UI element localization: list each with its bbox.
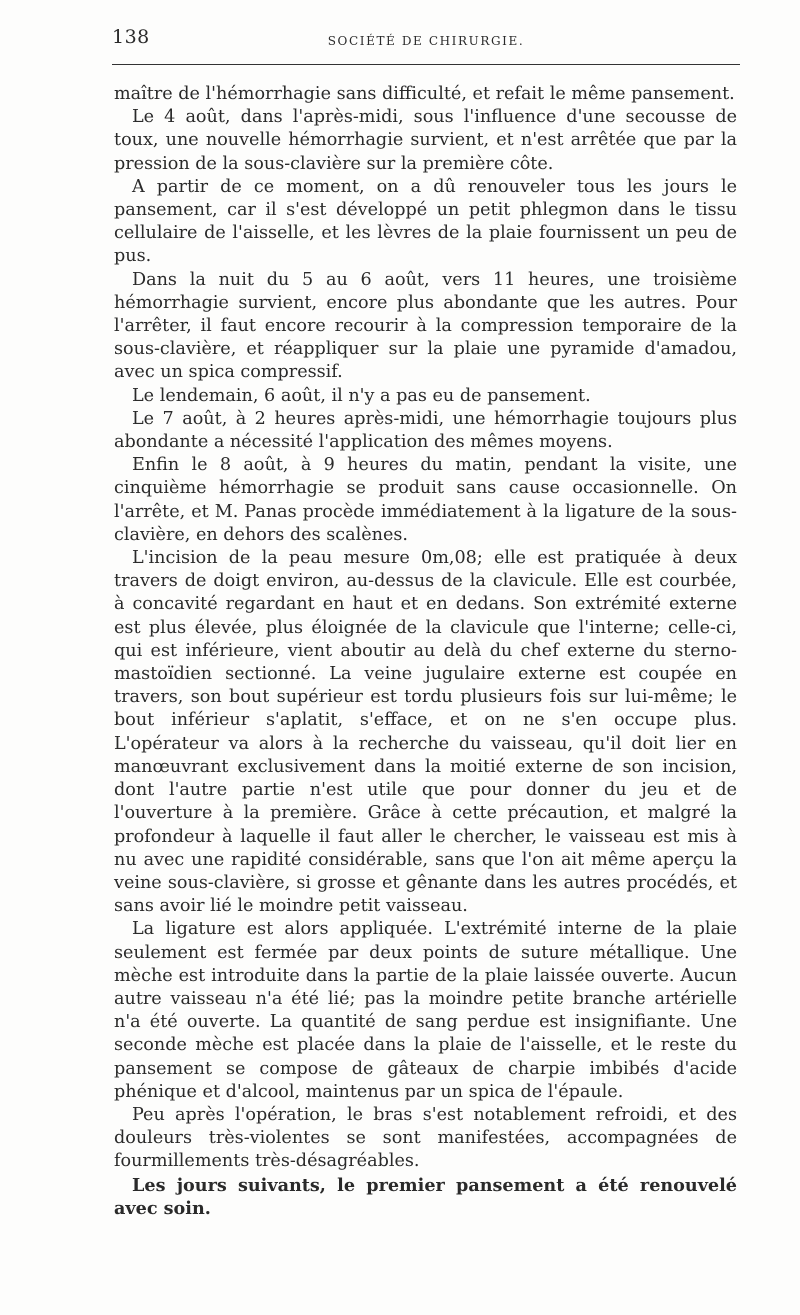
paragraph-following-days: Les jours suivants, le premier pansement a été renouvelé avec soin. xyxy=(114,1174,737,1219)
body-text xyxy=(114,83,737,1220)
page-header xyxy=(112,26,740,56)
header-rule xyxy=(112,64,740,65)
paragraph-august-5-6: Dans la nuit du 5 au 6 août, vers 11 heures, une troisième hémorrhagie survient, encore plus abondante que les autres. Pour l'arrêter, il faut encore recourir à la compression temporaire de la sous-clavière, et réappliquer sur la plaie une pyramide d'amadou, avec un spica compressif. xyxy=(114,269,737,383)
running-head: SOCIÉTÉ DE CHIRURGIE. xyxy=(327,34,525,48)
page-number: 138 xyxy=(112,26,150,48)
paragraph-continuation: maître de l'hémorrhagie sans difficulté, et refait le même pansement. xyxy=(114,84,735,104)
paragraph-dressing: A partir de ce moment, on a dû renouveler tous les jours le pansement, car il s'est développé un petit phlegmon dans le tissu cellulaire de l'aisselle, et les lèvres de la plaie fournissent un peu de pus. xyxy=(114,176,737,267)
paragraph-august-4: Le 4 août, dans l'après-midi, sous l'influence d'une secousse de toux, une nouvelle hémorrhagie survient, et n'est arrêtée que par la pression de la sous-clavière sur la première côte. xyxy=(114,107,737,174)
paragraph-august-7: Le 7 août, à 2 heures après-midi, une hémorrhagie toujours plus abondante a nécessité l'application des mêmes moyens. xyxy=(114,408,737,453)
paragraph-august-8: Enfin le 8 août, à 9 heures du matin, pendant la visite, une cinquième hémorrhagie se produit sans cause occasionnelle. On l'arrête, et M. Panas procède immédiatement à la ligature de la sous-clavière, en dehors des scalènes. xyxy=(114,455,737,545)
paragraph-august-6: Le lendemain, 6 août, il n'y a pas eu de pansement. xyxy=(132,385,591,406)
paragraph-ligature: La ligature est alors appliquée. L'extrémité interne de la plaie seulement est fermée par deux points de suture métallique. Une mèche est introduite dans la partie de la plaie laissée ouverte. Aucun autre vaisseau n'a été lié; pas la moindre petite branche artérielle n'a été ouverte. La quantité de sang perdue est insignifiante. Une seconde mèche est placée dans la plaie de l'aisselle, et le reste du pansement se compose de gâteaux de charpie imbibés d'acide phénique et d'alcool, maintenus par un spica de l'épaule. xyxy=(114,919,737,1102)
paragraph-incision: L'incision de la peau mesure 0m,08; elle est pratiquée à deux travers de doigt environ, au-dessus de la clavicule. Elle est courbée, à concavité regardant en haut et en dedans. Son extrémité externe est plus élevée, plus éloignée de la clavicule que l'interne; celle-ci, qui est inférieure, vient aboutir au delà du chef externe du sterno-mastoïdien sectionné. La veine jugulaire externe est coupée en travers, son bout supérieur est tordu plusieurs fois sur lui-même; le bout inférieur s'aplatit, s'efface, et on ne s'en occupe plus. L'opérateur va alors à la recherche du vaisseau, qu'il doit lier en manœuvrant exclusivement dans la moitié externe de son incision, dont l'autre partie n'est utile que pour donner du jeu et de l'ouverture à la première. Grâce à cette précaution, et malgré la profondeur à laquelle il faut aller le chercher, le vaisseau est mis à nu avec une rapidité considérable, sans que l'on ait même aperçu la veine sous-clavière, si grosse et gênante dans les autres procédés, et sans avoir lié le moindre petit vaisseau. xyxy=(114,548,737,917)
paragraph-after-operation: Peu après l'opération, le bras s'est notablement refroidi, et des douleurs très-violentes se sont manifestées, accompagnées de fourmillements très-désagréables. xyxy=(114,1104,737,1172)
